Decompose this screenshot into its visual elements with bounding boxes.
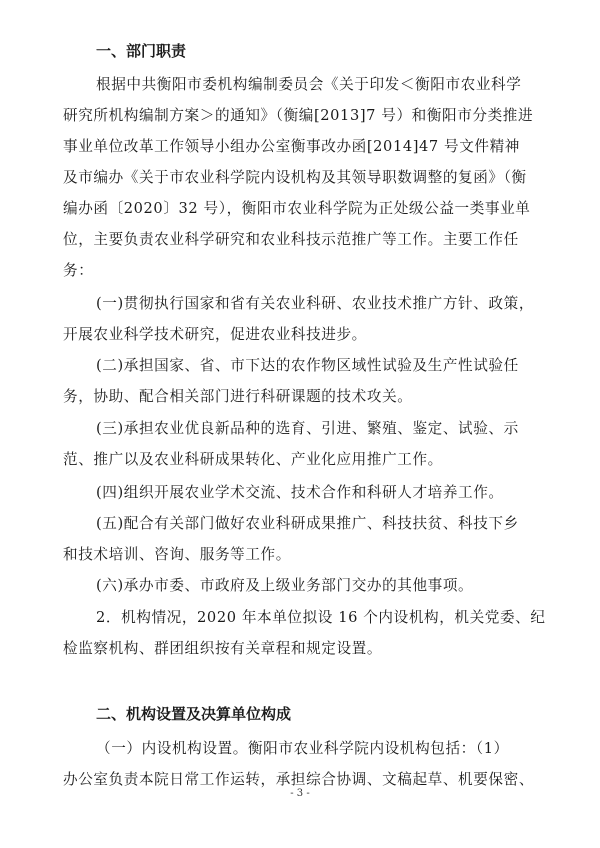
- paragraph-line: 开展农业科学技术研究，促进农业科技进步。: [63, 326, 367, 343]
- paragraph-line: 研究所机构编制方案＞的通知》（衡编[2013]7 号）和衡阳市分类推进: [63, 107, 534, 124]
- paragraph-line: 务：: [63, 262, 94, 279]
- paragraph-line: 检监察机构、群团组织按有关章程和规定设置。: [63, 640, 383, 657]
- task-item-2: (二)承担国家、省、市下达的农作物区域性试验及生产性试验任: [96, 357, 519, 374]
- paragraph-line: 及市编办《关于市农业科学院内设机构及其领导职数调整的复函》（衡: [63, 169, 527, 186]
- paragraph-line: 范、推广以及农业科研成果转化、产业化应用推广工作。: [63, 451, 443, 468]
- paragraph-line: 事业单位改革工作领导小组办公室衡事改办函[2014]47 号文件精神: [63, 138, 520, 155]
- paragraph-line: 办公室负责本院日常工作运转，承担综合协调、文稿起草、机要保密、: [63, 771, 535, 788]
- task-item-1: (一)贯彻执行国家和省有关农业科研、农业技术推广方针、政策，: [96, 295, 535, 312]
- section-2-heading: 二、机构设置及决算单位构成: [96, 705, 292, 723]
- paragraph-line: 根据中共衡阳市委机构编制委员会《关于印发＜衡阳市农业科学: [96, 76, 522, 93]
- paragraph-line: 位，主要负责农业科学研究和农业科技示范推广等工作。主要工作任: [63, 231, 519, 248]
- task-item-3: (三)承担农业优良新品种的选育、引进、繁殖、鉴定、试验、示: [96, 420, 519, 437]
- task-item-4: (四)组织开展农业学术交流、技术合作和科研人才培养工作。: [96, 484, 504, 501]
- task-item-5: (五)配合有关部门做好农业科研成果推广、科技扶贫、科技下乡: [96, 515, 519, 532]
- institution-info: 2．机构情况，2020 年本单位拟设 16 个内设机构，机关党委、纪: [96, 609, 546, 626]
- section-1-heading: 一、部门职责: [96, 42, 187, 60]
- paragraph-line: （一）内设机构设置。衡阳市农业科学院内设机构包括：（1）: [96, 740, 509, 757]
- paragraph-line: 务，协助、配合相关部门进行科研课题的技术攻关。: [63, 388, 413, 405]
- task-item-6: (六)承办市委、市政府及上级业务部门交办的其他事项。: [96, 577, 474, 594]
- paragraph-line: 和技术培训、咨询、服务等工作。: [63, 546, 291, 563]
- page-number: - 3 -: [290, 788, 310, 799]
- paragraph-line: 编办函〔2020〕32 号），衡阳市农业科学院为正处级公益一类事业单: [63, 200, 531, 217]
